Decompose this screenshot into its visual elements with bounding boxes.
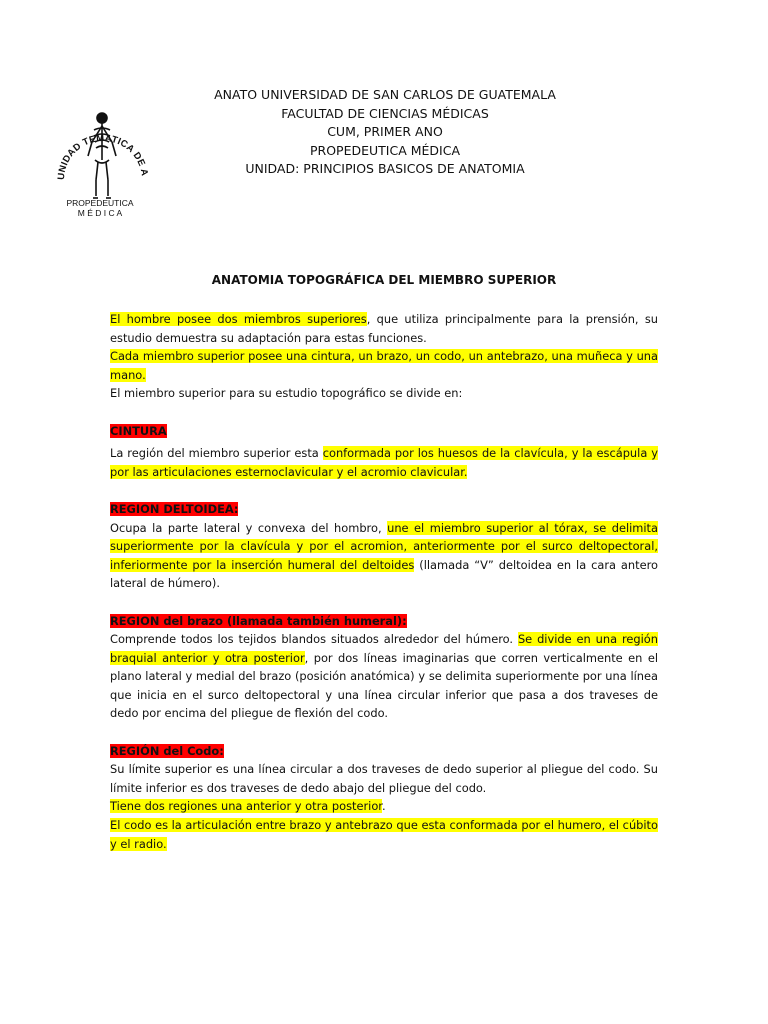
logo-line2: M É D I C A bbox=[77, 208, 123, 218]
logo-line1: PROPEDEUTICA bbox=[66, 198, 134, 208]
section-heading-codo bbox=[110, 742, 658, 761]
heading-text: REGION del brazo (llamada también humeral): bbox=[110, 613, 407, 628]
body-text: . bbox=[381, 799, 386, 814]
body-text: Ocupa la parte lateral y convexa del hombro, bbox=[110, 520, 388, 535]
section-heading-cintura bbox=[110, 422, 658, 441]
heading-text: REGIÓN del Codo: bbox=[110, 743, 224, 758]
intro-paragraph-3: El miembro superior para su estudio topográfico se divide en: bbox=[110, 386, 463, 401]
header-line-unit: UNIDAD: PRINCIPIOS BASICOS DE ANATOMIA bbox=[245, 161, 525, 177]
header-line-course: PROPEDEUTICA MÉDICA bbox=[309, 142, 461, 158]
codo-paragraph-1: Su límite superior es una línea circular a dos traveses de dedo superior al pliegue del codo. Su límite inferior es dos traveses de dedo abajo del pliegue del codo. bbox=[110, 762, 658, 795]
heading-text: CINTURA bbox=[110, 423, 167, 438]
brazo-paragraph bbox=[110, 630, 658, 723]
body-text: , por dos líneas imaginarias que corren verticalmente en el plano lateral y medial del brazo (posición anatómica) y se delimita superiormente por una línea que inicia en el surco deltopectoral y una línea circular inferior que pasa a dos traveses de dedo por encima del pliegue de flexión del codo. bbox=[110, 650, 658, 721]
highlight-text: une el miembro superior al tórax, se delimita superiormente por la clavícula y por el acromion, anteriormente por el surco deltopectoral, inferiormente por la inserción humeral del deltoides bbox=[110, 520, 658, 572]
deltoidea-paragraph bbox=[110, 519, 658, 593]
highlight-text: conformada por los huesos de la clavícula, y la escápula y por las articulaciones esternoclavicular y el acromio clavicular. bbox=[110, 446, 658, 479]
skeleton-icon bbox=[88, 113, 116, 198]
intro-paragraph-2 bbox=[110, 347, 658, 384]
codo-paragraph-2 bbox=[110, 797, 658, 816]
header-line-year: CUM, PRIMER ANO bbox=[327, 124, 443, 140]
document-header bbox=[150, 86, 620, 179]
header-line-university: ANATO UNIVERSIDAD DE SAN CARLOS DE GUATEMALA bbox=[214, 87, 556, 102]
body-text: Comprende todos los tejidos blandos situados alrededor del húmero. bbox=[110, 632, 518, 647]
body-text: (llamada “V” deltoidea en la cara antero lateral de húmero). bbox=[110, 557, 658, 591]
body-text: La región del miembro superior esta bbox=[110, 446, 323, 461]
intro-paragraph-1 bbox=[110, 310, 658, 347]
highlight-text: Cada miembro superior posee una cintura, un brazo, un codo, un antebrazo, una muñeca y una mano. bbox=[110, 349, 658, 382]
document-title: ANATOMIA TOPOGRÁFICA DEL MIEMBRO SUPERIOR bbox=[211, 273, 557, 287]
highlight-text: Tiene dos regiones una anterior y otra posterior bbox=[110, 799, 382, 814]
highlight-text: El hombre posee dos miembros superiores bbox=[110, 312, 367, 326]
cintura-paragraph bbox=[110, 444, 658, 481]
header-line-faculty: FACULTAD DE CIENCIAS MÉDICAS bbox=[281, 105, 489, 121]
codo-paragraph-3 bbox=[110, 816, 658, 853]
document-body bbox=[110, 310, 658, 853]
heading-text: REGION DELTOIDEA: bbox=[110, 501, 239, 516]
section-heading-brazo bbox=[110, 612, 658, 631]
highlight-text: Se divide en una región braquial anterior y otra posterior bbox=[110, 632, 658, 665]
section-heading-deltoidea bbox=[110, 500, 658, 519]
logo-arc-text: UNIDAD TEMATICA DE A bbox=[55, 132, 150, 181]
body-text: , que utiliza principalmente para la prensión, su estudio demuestra su adaptación para estas funciones. bbox=[110, 312, 658, 345]
highlight-text: El codo es la articulación entre brazo y antebrazo que esta conformada por el humero, el cúbito y el radio. bbox=[110, 818, 658, 851]
unit-logo bbox=[50, 80, 150, 220]
